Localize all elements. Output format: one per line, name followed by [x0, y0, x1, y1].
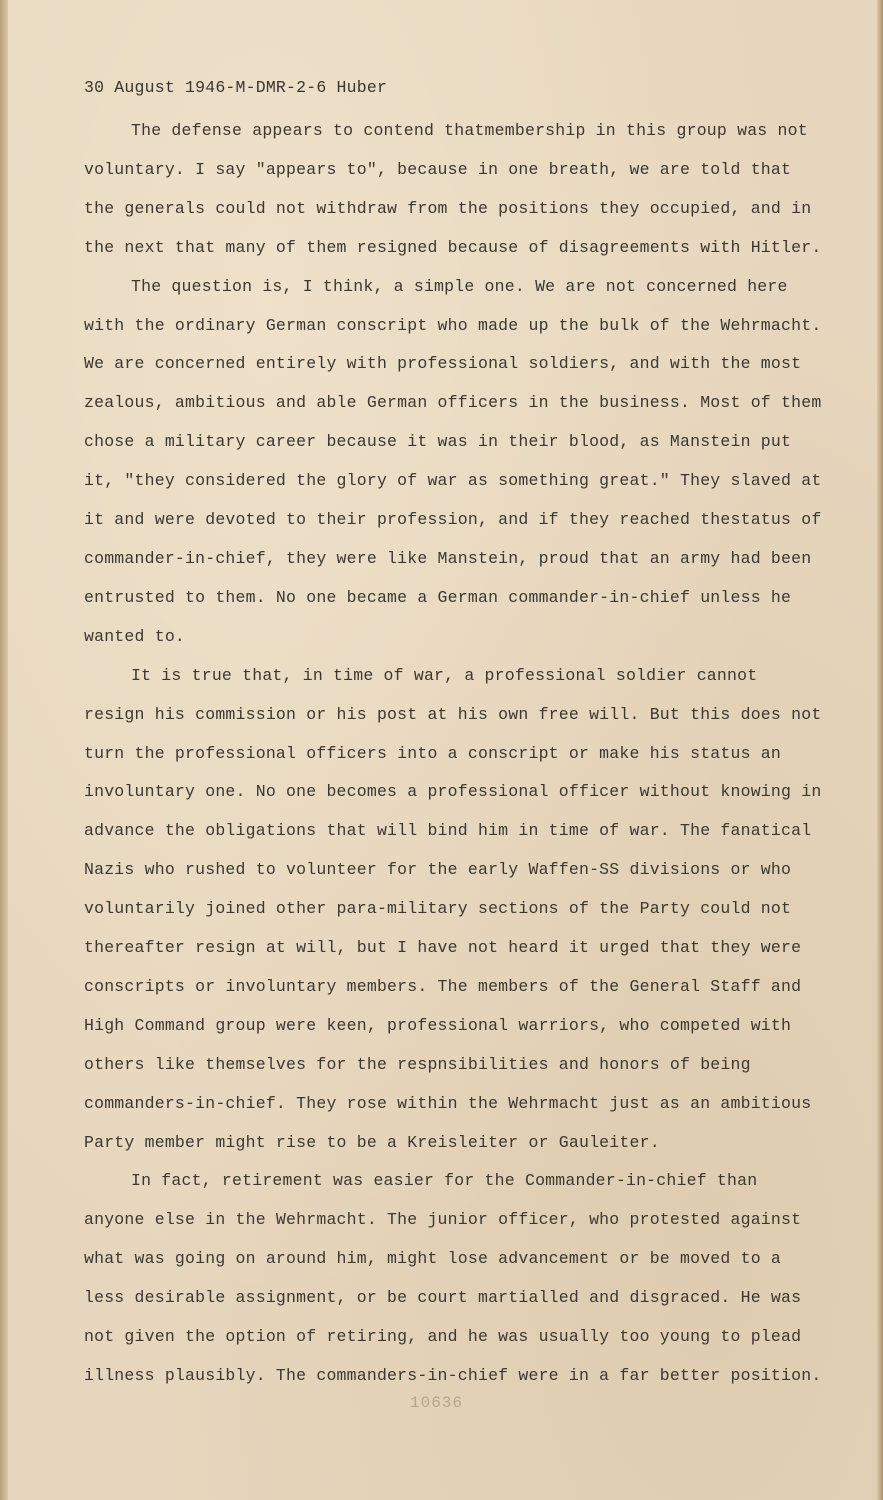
page-number: 10636 [410, 1394, 464, 1412]
paragraph-resignation-in-wartime: It is true that, in time of war, a professional soldier cannot resign his commission or his post at his own free will. But this does not turn the professional officers into a conscript or make his status an involuntary one. No one becomes a professional officer without knowing in advance the obligations that will bind him in time of war. The fanatical Nazis who rushed to volunteer for the early Waffen-SS divisions or who voluntarily joined other para-military sections of the Party could not thereafter resign at will, but I have not heard it urged that they were conscripts or involuntary members. The members of the General Staff and High Command group were keen, professional warriors, who competed with others like themselves for the respnsibilities and honors of being commanders-in-chief. They rose within the Wehrmacht just as an ambitious Party member might rise to be a Kreisleiter or Gauleiter. [84, 665, 822, 1152]
transcript-body [84, 112, 824, 1396]
page-right-edge [877, 0, 883, 1500]
paragraph-professional-soldiers: The question is, I think, a simple one. We are not concerned here with the ordinary German conscript who made up the bulk of the Wehrmacht. We are concerned entirely with professional soldiers, and with the most zealous, ambitious and able German officers in the business. Most of them chose a military career because it was in their blood, as Manstein put it, "they considered the glory of war as something great." They slaved at it and were devoted to their profession, and if they reached thestatus of commander-in-chief, they were like Manstein, proud that an army had been entrusted to them. No one became a German commander-in-chief unless he wanted to. [84, 276, 822, 646]
page-left-edge [0, 0, 8, 1500]
paragraph-membership-voluntary: The defense appears to contend thatmembership in this group was not voluntary. I say "appears to", because in one breath, we are told that the generals could not withdraw from the positions they occupied, and in the next that many of them resigned because of disagreements with Hitler. [84, 121, 822, 257]
transcript-header: 30 August 1946-M-DMR-2-6 Huber [84, 78, 388, 97]
paragraph-retirement: In fact, retirement was easier for the Commander-in-chief than anyone else in the Wehrmacht. The junior officer, who protested against what was going on around him, might lose advancement or be moved to a less desirable assignment, or be court martialled and disgraced. He was not given the option of retiring, and he was usually too young to plead illness plausibly. The commanders-in-chief were in a far better position. [84, 1171, 822, 1385]
